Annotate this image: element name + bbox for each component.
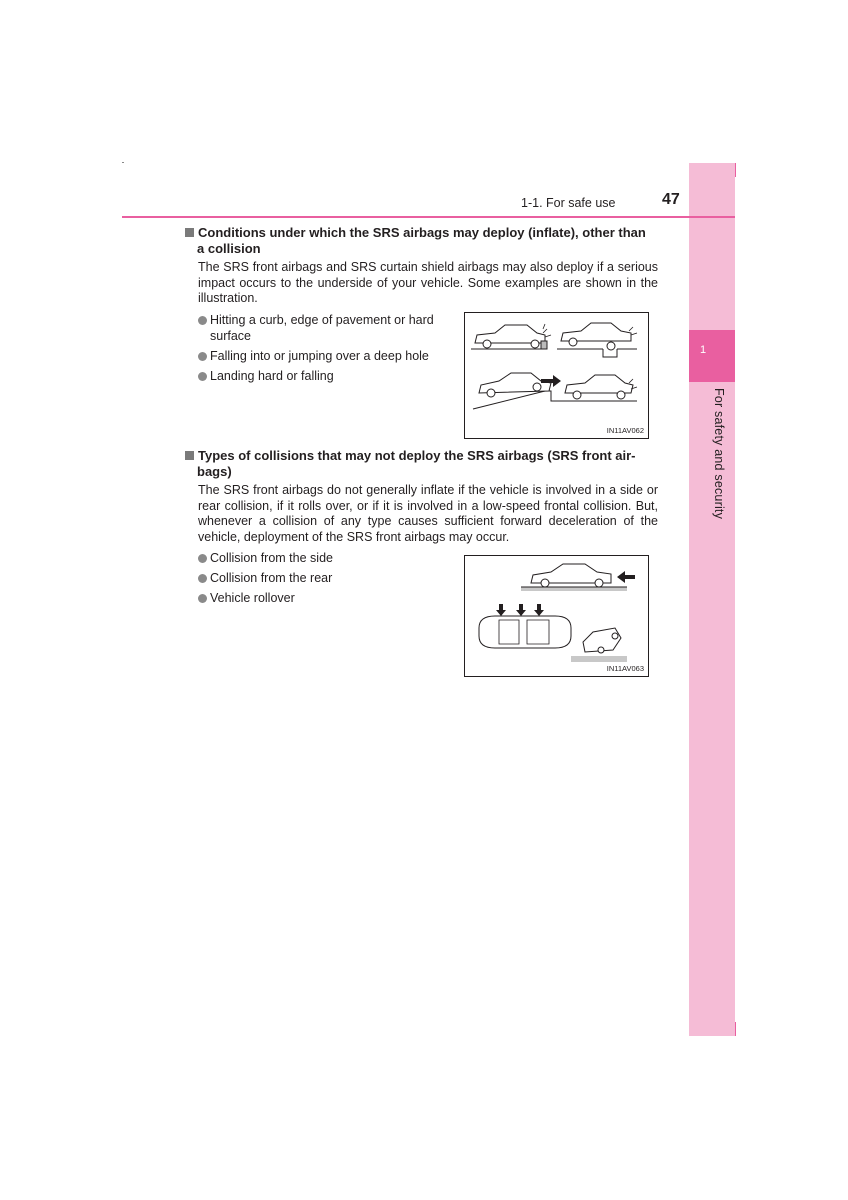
square-bullet-icon <box>185 228 194 237</box>
bullet-dot-icon <box>198 574 207 583</box>
bullet-list <box>198 551 460 611</box>
chapter-number: 1 <box>700 344 707 356</box>
side-tab <box>689 163 735 1036</box>
square-bullet-icon <box>185 451 194 460</box>
crop-mark <box>735 163 736 177</box>
crop-mark <box>735 1022 736 1036</box>
section-title: 1-1. For safe use <box>521 196 616 210</box>
header-divider <box>122 216 735 218</box>
page-number: 47 <box>662 191 680 208</box>
section-paragraph: The SRS front airbags and SRS curtain shield airbags may also deploy if a serious impact occurs to the underside of your vehicle. Some examples are shown in the illustration. <box>198 260 658 305</box>
bullet-list <box>198 313 460 389</box>
section-heading: Conditions under which the SRS airbags may deploy (inflate), other than a collision <box>185 225 663 257</box>
figure-code: IN11AV062 <box>606 426 644 435</box>
underside-impact-drawing <box>465 313 648 438</box>
non-deploy-collisions-drawing <box>465 556 648 676</box>
section-heading: Types of collisions that may not deploy the SRS airbags (SRS front air- bags) <box>185 448 663 480</box>
list-item: Collision from the rear <box>198 571 460 587</box>
bullet-dot-icon <box>198 352 207 361</box>
figure-code: IN11AV063 <box>606 664 644 673</box>
list-item: Landing hard or falling <box>198 369 460 385</box>
chapter-title: For safety and security <box>712 388 726 520</box>
illustration-underside-impact <box>464 312 649 439</box>
side-tab-active-chapter[interactable] <box>689 330 735 382</box>
illustration-non-deploy-collisions <box>464 555 649 677</box>
list-item: Collision from the side <box>198 551 460 567</box>
crop-mark <box>122 162 124 163</box>
bullet-dot-icon <box>198 554 207 563</box>
list-item: Hitting a curb, edge of pavement or hard surface <box>198 313 460 344</box>
list-item: Vehicle rollover <box>198 591 460 607</box>
bullet-dot-icon <box>198 594 207 603</box>
section-paragraph: The SRS front airbags do not generally inflate if the vehicle is involved in a side or rear collision, if it rolls over, or if it is involved in a low-speed frontal collision. But, whenever a collision of any type causes sufficient forward deceleration of the vehicle, deployment of the SRS front airbags may occur. <box>198 483 658 544</box>
list-item: Falling into or jumping over a deep hole <box>198 349 460 365</box>
bullet-dot-icon <box>198 372 207 381</box>
bullet-dot-icon <box>198 316 207 325</box>
